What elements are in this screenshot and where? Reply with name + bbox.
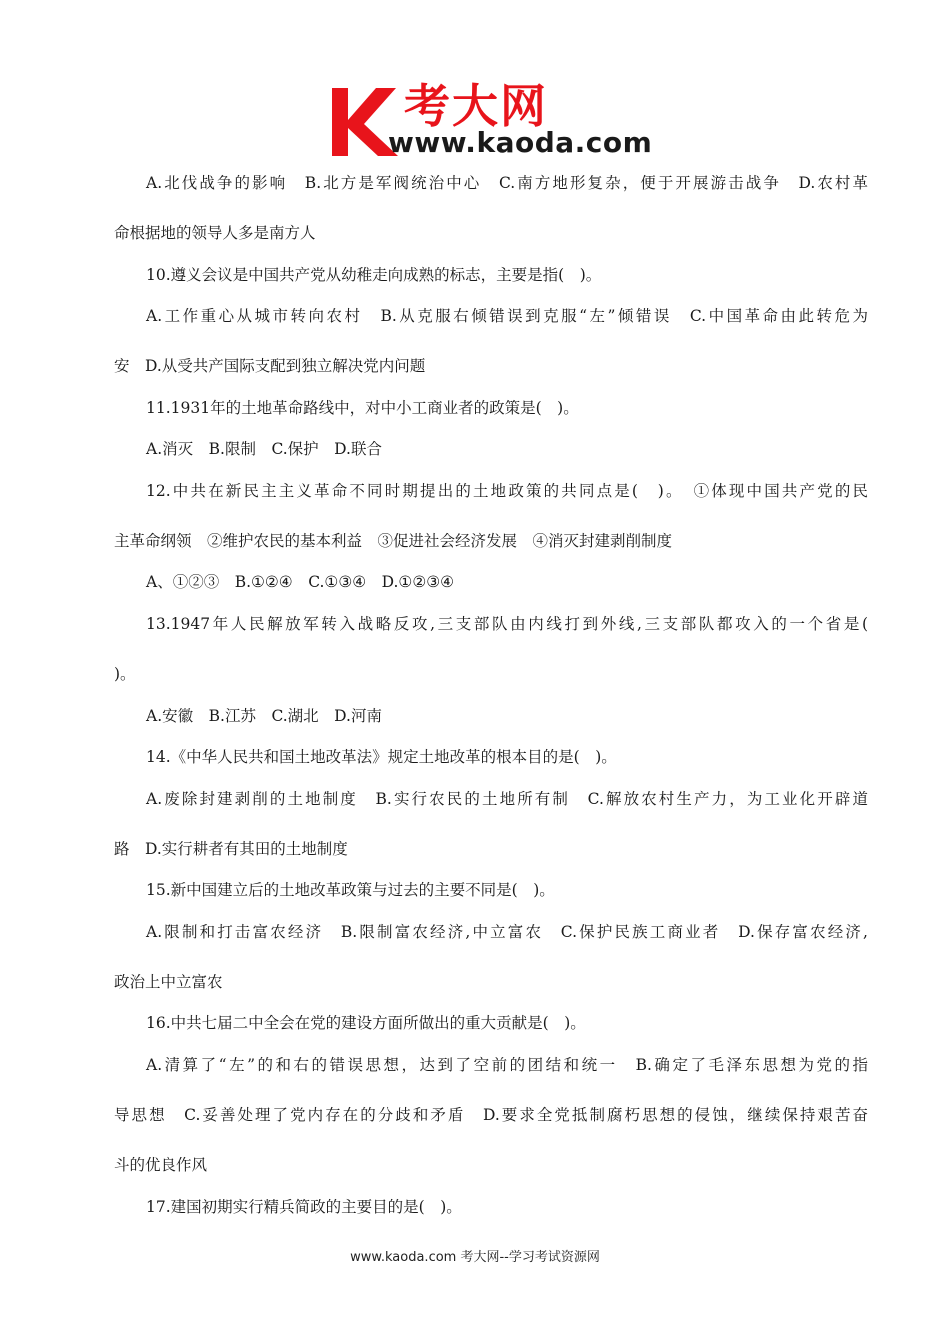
page-footer: www.kaoda.com 考大网--学习考试资源网	[350, 1250, 600, 1265]
text-line: 斗的优良作风	[114, 1156, 208, 1174]
question-10: 10.遵义会议是中国共产党从幼稚走向成熟的标志，主要是指( )。	[146, 266, 602, 284]
brand-url: www.kaoda.com	[388, 126, 653, 159]
question-13: 13.1947年人民解放军转入战略反攻,三支部队由内线打到外线,三支部队都攻入的一个省是(	[146, 615, 868, 633]
question-16: 16.中共七届二中全会在党的建设方面所做出的重大贡献是( )。	[146, 1014, 586, 1032]
text-line: 主革命纲领 ②维护农民的基本利益 ③促进社会经济发展 ④消灭封建剥削制度	[114, 532, 673, 550]
text-line: 政治上中立富农	[114, 973, 223, 991]
text-line: A、①②③ B.①②④ C.①③④ D.①②③④	[146, 573, 455, 591]
question-15: 15.新中国建立后的土地改革政策与过去的主要不同是( )。	[146, 881, 555, 899]
text-line: A.安徽 B.江苏 C.湖北 D.河南	[146, 707, 382, 725]
text-line: A.北伐战争的影响 B.北方是军阀统治中心 C.南方地形复杂，便于开展游击战争 D.农村革	[146, 174, 868, 192]
text-line: A.工作重心从城市转向农村 B.从克服右倾错误到克服“左”倾错误 C.中国革命由此转危为	[146, 307, 868, 325]
text-line: A.废除封建剥削的土地制度 B.实行农民的土地所有制 C.解放农村生产力，为工业化开辟道	[146, 790, 868, 808]
text-line: 路 D.实行耕者有其田的土地制度	[114, 840, 348, 858]
text-line: 导思想 C.妥善处理了党内存在的分歧和矛盾 D.要求全党抵制腐朽思想的侵蚀，继续保持艰苦奋	[114, 1106, 868, 1124]
text-line: 命根据地的领导人多是南方人	[114, 224, 316, 242]
text-line: )。	[114, 665, 136, 683]
brand-name: 考大网	[404, 79, 548, 133]
question-11: 11.1931年的土地革命路线中，对中小工商业者的政策是( )。	[146, 399, 579, 417]
text-line: A.清算了“左”的和右的错误思想，达到了空前的团结和统一 B.确定了毛泽东思想为党的指	[146, 1056, 868, 1074]
text-line: A.限制和打击富农经济 B.限制富农经济,中立富农 C.保护民族工商业者 D.保存富农经济,	[146, 923, 868, 941]
question-12: 12.中共在新民主主义革命不同时期提出的土地政策的共同点是( )。 ①体现中国共产党的民	[146, 482, 868, 500]
question-17: 17.建国初期实行精兵简政的主要目的是( )。	[146, 1198, 462, 1216]
text-line: A.消灭 B.限制 C.保护 D.联合	[146, 440, 382, 458]
text-line: 安 D.从受共产国际支配到独立解决党内问题	[114, 357, 426, 375]
question-14: 14.《中华人民共和国土地改革法》规定土地改革的根本目的是( )。	[146, 748, 617, 766]
kaoda-logo	[326, 80, 656, 164]
